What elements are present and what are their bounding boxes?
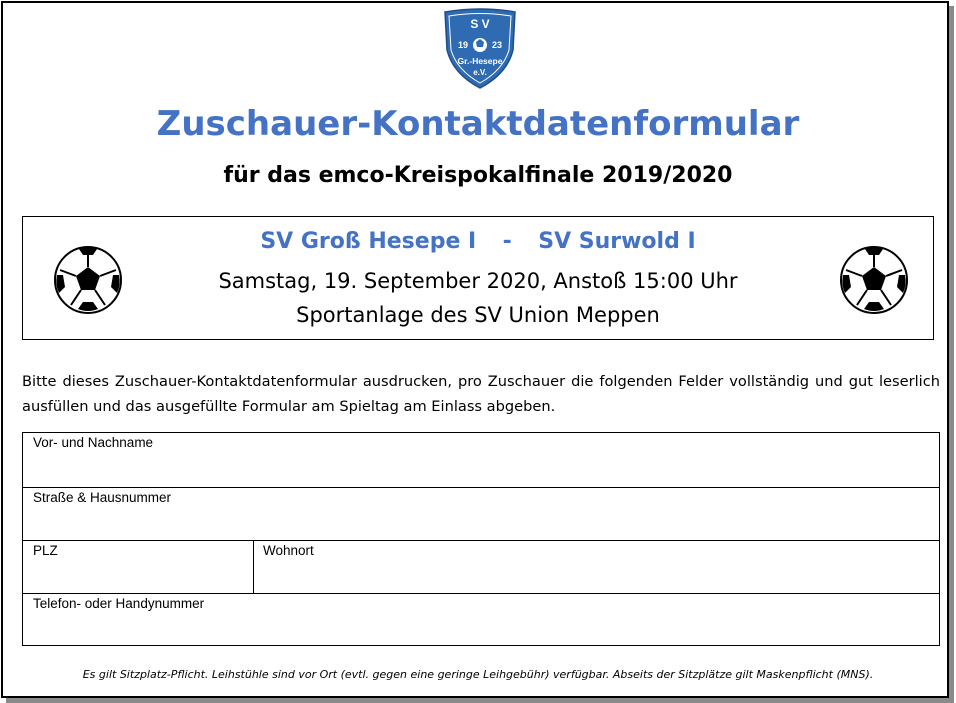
city-field-label: Wohnort bbox=[263, 543, 314, 558]
home-team: SV Groß Hesepe Ⅰ bbox=[260, 229, 477, 254]
match-venue: Sportanlage des SV Union Meppen bbox=[296, 303, 660, 327]
phone-field-label: Telefon- oder Handynummer bbox=[33, 596, 205, 611]
logo-club-name: Gr.-Hesepe bbox=[457, 56, 503, 66]
page-subtitle: für das emco-Kreispokalfinale 2019/2020 bbox=[223, 163, 733, 188]
team-separator: - bbox=[502, 229, 512, 254]
match-info-box bbox=[22, 216, 934, 340]
zip-field[interactable] bbox=[23, 541, 253, 593]
footer-note: Es gilt Sitzplatz-Pflicht. Leihstühle sind vor Ort (evtl. gegen eine geringe Leihgebühr) verfügbar. Abseits der Sitzplätze gilt Maskenpflicht (MNS). bbox=[82, 668, 874, 681]
club-logo bbox=[441, 8, 519, 90]
street-field[interactable] bbox=[23, 487, 939, 540]
soccer-ball-icon bbox=[839, 245, 909, 315]
away-team: SV Surwold Ⅰ bbox=[538, 229, 696, 254]
logo-ev: e.V. bbox=[473, 68, 487, 77]
match-teams bbox=[23, 229, 933, 254]
logo-line1: S V bbox=[470, 17, 490, 31]
name-field-label: Vor- und Nachname bbox=[33, 435, 154, 450]
logo-year-right: 23 bbox=[491, 40, 503, 50]
zip-city-row bbox=[23, 540, 939, 593]
zip-field-label: PLZ bbox=[33, 543, 58, 558]
city-field[interactable] bbox=[254, 541, 939, 593]
logo-year-left: 19 bbox=[457, 40, 469, 50]
street-field-label: Straße & Hausnummer bbox=[33, 490, 172, 505]
page-title: Zuschauer-Kontaktdatenformular bbox=[156, 104, 800, 144]
match-date: Samstag, 19. September 2020, Anstoß 15:00 Uhr bbox=[218, 269, 738, 293]
contact-form bbox=[22, 432, 940, 646]
name-field[interactable] bbox=[23, 433, 939, 487]
phone-field[interactable] bbox=[23, 593, 939, 645]
instructions-text: Bitte dieses Zuschauer-Kontaktdatenformular ausdrucken, pro Zuschauer die folgenden Felder vollständig und gut leserlich ausfüllen und das ausgefüllte Formular am Spieltag am Einlass abgeben. bbox=[22, 373, 940, 415]
